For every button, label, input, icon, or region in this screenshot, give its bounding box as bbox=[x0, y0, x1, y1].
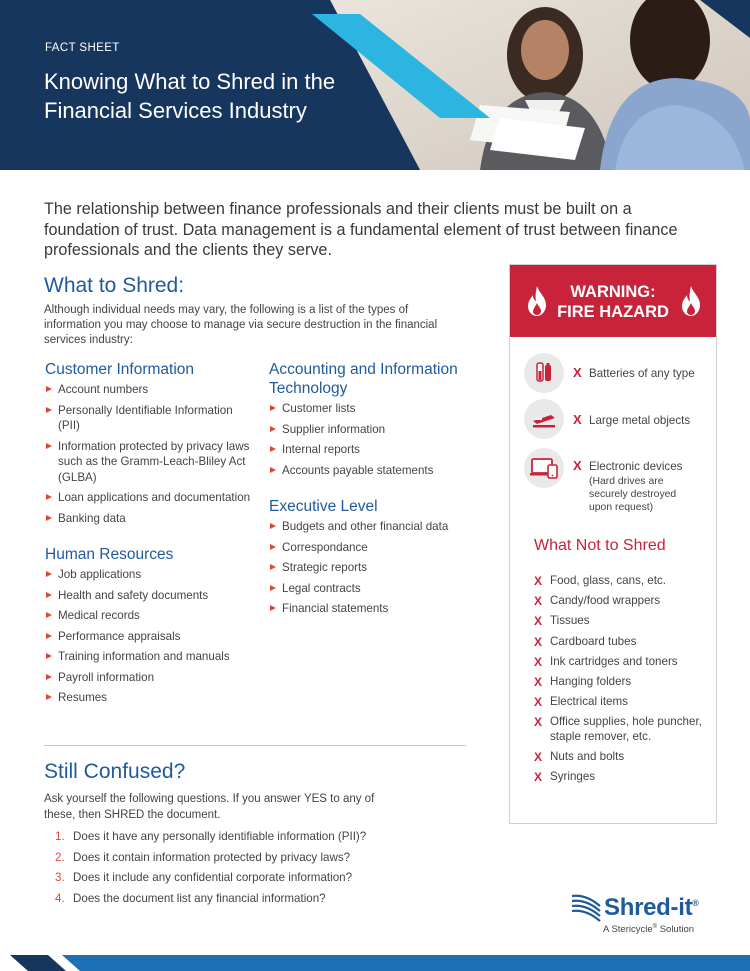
list-item: Payroll information bbox=[45, 670, 255, 686]
human-resources-heading: Human Resources bbox=[45, 546, 174, 563]
list-item: Accounts payable statements bbox=[269, 463, 479, 479]
section-divider bbox=[44, 745, 466, 746]
list-item: Correspondance bbox=[269, 540, 479, 556]
question-item: 1. Does it have any personally identifiable information (PII)? bbox=[55, 830, 367, 843]
list-item: Job applications bbox=[45, 567, 255, 583]
list-item: Internal reports bbox=[269, 442, 479, 458]
question-item: 2. Does it contain information protected by privacy laws? bbox=[55, 850, 351, 864]
x-mark-icon: X bbox=[534, 674, 543, 689]
list-item: Account numbers bbox=[45, 382, 255, 398]
executive-level-heading: Executive Level bbox=[269, 498, 378, 515]
arrow-bullet-icon bbox=[46, 443, 52, 449]
arrow-bullet-icon bbox=[270, 405, 276, 411]
warning-title: WARNING: FIRE HAZARD bbox=[557, 283, 669, 321]
logo-wordmark: Shred-it® bbox=[604, 894, 699, 921]
metal-object-icon bbox=[524, 399, 564, 439]
x-mark-icon: X bbox=[534, 715, 543, 730]
right-column bbox=[269, 360, 479, 622]
list-item: X Food, glass, cans, etc. bbox=[534, 574, 666, 588]
customer-information-heading: Customer Information bbox=[45, 361, 195, 378]
list-item: Banking data bbox=[45, 511, 255, 527]
arrow-bullet-icon bbox=[46, 407, 52, 413]
arrow-bullet-icon bbox=[270, 605, 276, 611]
list-item: Financial statements bbox=[269, 601, 479, 617]
arrow-bullet-icon bbox=[270, 446, 276, 452]
battery-icon bbox=[524, 353, 564, 393]
flame-icon bbox=[680, 285, 702, 317]
accounting-it-list bbox=[269, 401, 479, 478]
what-not-to-shred-list bbox=[534, 574, 710, 791]
customer-information-list bbox=[45, 382, 255, 526]
list-item: Customer lists bbox=[269, 401, 479, 417]
arrow-bullet-icon bbox=[46, 674, 52, 680]
list-item: Legal contracts bbox=[269, 581, 479, 597]
left-column bbox=[45, 360, 255, 711]
list-item: Medical records bbox=[45, 608, 255, 624]
x-mark-icon: X bbox=[534, 695, 543, 710]
list-item: Performance appraisals bbox=[45, 629, 255, 645]
arrow-bullet-icon bbox=[46, 571, 52, 577]
list-item: X Tissues bbox=[534, 614, 590, 629]
list-item: X Syringes bbox=[534, 770, 596, 785]
executive-level-list bbox=[269, 519, 479, 617]
arrow-bullet-icon bbox=[46, 494, 52, 500]
still-confused-heading: Still Confused? bbox=[44, 760, 186, 783]
arrow-bullet-icon bbox=[46, 592, 52, 598]
page-title: Knowing What to Shred in the Financial Services Industry bbox=[44, 69, 336, 123]
list-item: Health and safety documents bbox=[45, 588, 255, 604]
logo-tagline: A Stericycle® Solution bbox=[603, 924, 695, 936]
arrow-bullet-icon bbox=[270, 467, 276, 473]
warning-sidebar: WARNING: FIRE HAZARD X Batteries of any type X Large metal objects X Electronic devices (Hard drives are securely destroyed upon request) What Not to Shred X Food, glass, cans, etc. X Candy/food wrappers X Tissues X Cardboard tubes X Ink cartridges and toners X Hanging folders X Electrical items X Office supplies, hole puncher, staple remover, etc. X Nuts and bolts X Syringes bbox=[509, 264, 717, 824]
list-item: X Ink cartridges and toners bbox=[534, 654, 678, 669]
list-item: Loan applications and documentation bbox=[45, 490, 255, 506]
human-resources-list bbox=[45, 567, 255, 706]
arrow-bullet-icon bbox=[270, 523, 276, 529]
shred-it-logo bbox=[570, 890, 710, 940]
questions-list bbox=[55, 829, 366, 911]
arrow-bullet-icon bbox=[46, 612, 52, 618]
list-item: Supplier information bbox=[269, 422, 479, 438]
arrow-bullet-icon bbox=[46, 633, 52, 639]
fire-hazard-banner bbox=[510, 265, 716, 337]
arrow-bullet-icon bbox=[270, 426, 276, 432]
list-item: X Electrical items bbox=[534, 695, 628, 710]
shred-stripes-icon bbox=[570, 892, 602, 922]
x-mark-icon: X bbox=[534, 594, 543, 609]
arrow-bullet-icon bbox=[46, 694, 52, 700]
list-item: X Hanging folders bbox=[534, 674, 632, 689]
list-item: Budgets and other financial data bbox=[269, 519, 479, 535]
list-item: X Candy/food wrappers bbox=[534, 594, 661, 609]
arrow-bullet-icon bbox=[270, 564, 276, 570]
intro-paragraph: The relationship between finance professionals and their clients must be built on a foundation of trust. Data management is a fundamental element of trust between finance professionals and the clients they serve. bbox=[44, 200, 678, 259]
what-not-to-shred-heading: What Not to Shred bbox=[534, 537, 666, 554]
question-item: 4. Does the document list any financial information? bbox=[55, 891, 326, 905]
arrow-bullet-icon bbox=[46, 515, 52, 521]
x-mark-icon: X bbox=[534, 574, 543, 588]
footer-stripe bbox=[0, 955, 750, 971]
x-mark-icon: X bbox=[534, 770, 543, 785]
arrow-bullet-icon bbox=[270, 544, 276, 550]
accounting-it-heading: Accounting and Information Technology bbox=[269, 361, 458, 397]
what-to-shred-description: Although individual needs may vary, the following is a list of the types of information you may choose to manage via secure destruction in the financial services industry: bbox=[44, 304, 438, 346]
arrow-bullet-icon bbox=[46, 653, 52, 659]
arrow-bullet-icon bbox=[270, 585, 276, 591]
list-item: X Nuts and bolts bbox=[534, 750, 625, 765]
question-item: 3. Does it include any confidential corporate information? bbox=[55, 871, 353, 884]
list-item: Resumes bbox=[45, 690, 255, 706]
list-item: Training information and manuals bbox=[45, 649, 255, 665]
eyebrow-label: FACT SHEET bbox=[45, 42, 120, 54]
electronic-devices-icon bbox=[524, 448, 564, 488]
list-item: X Cardboard tubes bbox=[534, 634, 637, 649]
list-item: X Office supplies, hole puncher, staple remover, etc. bbox=[534, 715, 702, 744]
list-item: Personally Identifiable Information (PII) bbox=[45, 403, 255, 434]
x-mark-icon: X bbox=[534, 614, 543, 629]
what-to-shred-heading: What to Shred: bbox=[44, 274, 185, 297]
x-mark-icon: X bbox=[534, 654, 543, 669]
list-item: Strategic reports bbox=[269, 560, 479, 576]
list-item: Information protected by privacy laws such as the Gramm-Leach-Bliley Act (GLBA) bbox=[45, 439, 255, 486]
arrow-bullet-icon bbox=[46, 386, 52, 392]
x-mark-icon: X bbox=[534, 750, 543, 765]
header-banner bbox=[0, 0, 750, 170]
x-mark-icon: X bbox=[534, 634, 543, 649]
still-confused-description: Ask yourself the following questions. If you answer YES to any of these, then SHRED the document. bbox=[44, 793, 375, 821]
